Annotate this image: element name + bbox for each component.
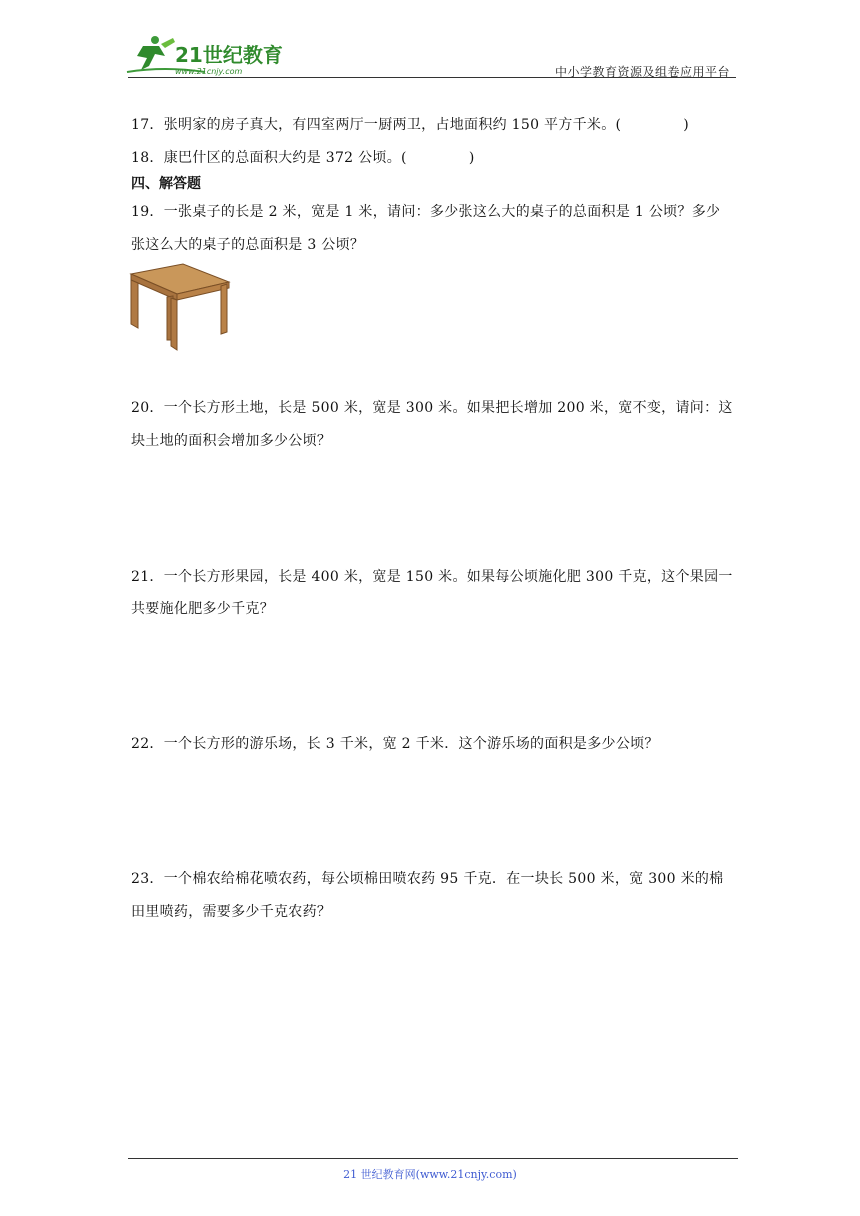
- question-17-text: 17．张明家的房子真大，有四室两厅一厨两卫，占地面积约 150 平方千米。(: [131, 117, 622, 133]
- logo-text: 21世纪教育: [175, 43, 283, 67]
- footer-divider: [128, 1158, 738, 1159]
- question-18: [131, 147, 475, 167]
- question-17-close: ): [683, 117, 690, 133]
- section-title: 四、解答题: [131, 176, 201, 192]
- question-20-line-1: 20．一个长方形土地，长是 500 米，宽是 300 米。如果把长增加 200 米，宽不变，请问：这: [131, 400, 733, 416]
- header-platform-text: 中小学教育资源及组卷应用平台: [554, 65, 730, 79]
- question-20-line-2: 块土地的面积会增加多少公顷？: [131, 433, 332, 449]
- question-18-close: ): [468, 150, 475, 166]
- question-19-line-1: 19．一张桌子的长是 2 米，宽是 1 米，请问：多少张这么大的桌子的总面积是 1 公顷？多少: [131, 204, 721, 220]
- table-illustration: [127, 262, 233, 352]
- header-divider: [128, 77, 736, 78]
- question-18-text: 18．康巴什区的总面积大约是 372 公顷。(: [131, 150, 407, 166]
- footer-text[interactable]: 21 世纪教育网(www.21cnjy.com): [343, 1168, 517, 1181]
- question-23-line-1: 23．一个棉农给棉花喷农药，每公顷棉田喷农药 95 千克．在一块长 500 米，宽 300 米的棉: [131, 871, 724, 887]
- page-header: [125, 28, 740, 80]
- question-21-line-1: 21．一个长方形果园，长是 400 米，宽是 150 米。如果每公顷施化肥 300 千克，这个果园一: [131, 569, 733, 585]
- question-17: [131, 114, 689, 134]
- question-23-line-2: 田里喷药，需要多少千克农药？: [131, 904, 332, 920]
- question-19-line-2: 张这么大的桌子的总面积是 3 公顷？: [131, 237, 365, 253]
- question-21-line-2: 共要施化肥多少千克？: [131, 601, 274, 617]
- logo-url: www.21cnjy.com: [175, 67, 243, 76]
- question-22: 22．一个长方形的游乐场，长 3 千米，宽 2 千米．这个游乐场的面积是多少公顷？: [131, 736, 659, 752]
- 21cnjy-logo: [125, 32, 295, 78]
